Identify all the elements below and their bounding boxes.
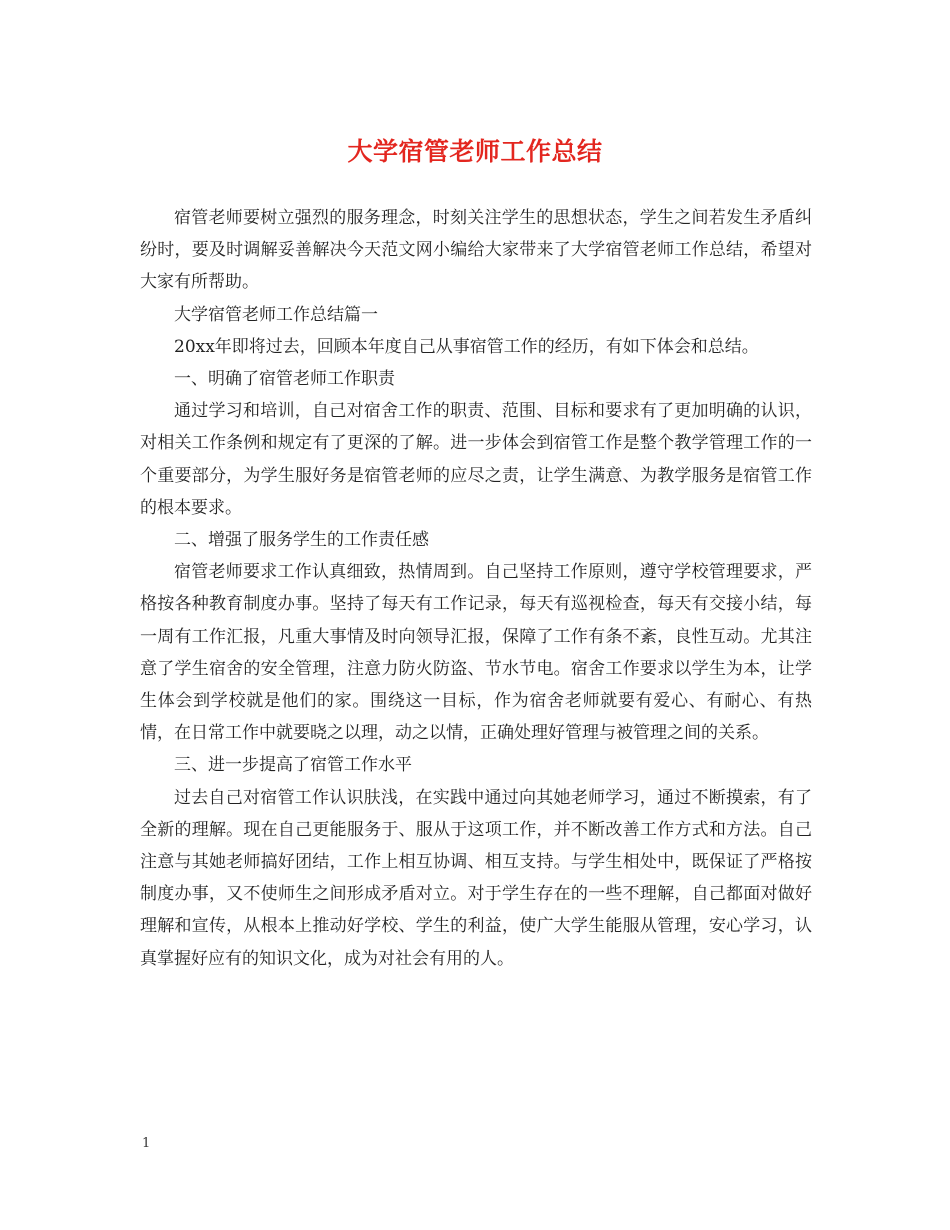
paragraph: 宿管老师要求工作认真细致，热情周到。自己坚持工作原则，遵守学校管理要求，严格按各种教育制度办事。坚持了每天有工作记录，每天有巡视检查，每天有交接小结，每一周有工作汇报，凡重大事情及时向领导汇报，保障了工作有条不紊，良性互动。尤其注意了学生宿舍的安全管理，注意力防火防盗、节水节电。宿舍工作要求以学生为本，让学生体会到学校就是他们的家。围绕这一目标，作为宿舍老师就要有爱心、有耐心、有热情，在日常工作中就要晓之以理，动之以情，正确处理好管理与被管理之间的关系。 <box>140 562 812 744</box>
paragraph: 20xx年即将过去，回顾本年度自己从事宿管工作的经历，有如下体会和总结。 <box>174 336 759 357</box>
section-heading: 一、明确了宿管老师工作职责 <box>174 369 395 390</box>
document-title: 大学宿管老师工作总结 <box>347 137 603 166</box>
section-heading: 二、增强了服务学生的工作责任感 <box>174 530 429 551</box>
document-body <box>140 202 812 975</box>
paragraph: 过去自己对宿管工作认识肤浅，在实践中通过向其她老师学习，通过不断摸索，有了全新的理解。现在自己更能服务于、服从于这项工作，并不断改善工作方式和方法。自己注意与其她老师搞好团结，工作上相互协调、相互支持。与学生相处中，既保证了严格按制度办事，又不使师生之间形成矛盾对立。对于学生存在的一些不理解，自己都面对做好理解和宣传，从根本上推动好学校、学生的利益，使广大学生能服从管理，安心学习，认真掌握好应有的知识文化，成为对社会有用的人。 <box>140 787 812 969</box>
section-heading: 三、进一步提高了宿管工作水平 <box>174 755 412 776</box>
section-heading: 大学宿管老师工作总结篇一 <box>174 304 378 325</box>
page-number: 1 <box>142 1136 151 1151</box>
paragraph: 通过学习和培训，自己对宿舍工作的职责、范围、目标和要求有了更加明确的认识，对相关工作条例和规定有了更深的了解。进一步体会到宿管工作是整个教学管理工作的一个重要部分，为学生服好务是宿管老师的应尽之责，让学生满意、为教学服务是宿管工作的根本要求。 <box>140 401 812 518</box>
intro-paragraph: 宿管老师要树立强烈的服务理念，时刻关注学生的思想状态，学生之间若发生矛盾纠纷时，要及时调解妥善解决今天范文网小编给大家带来了大学宿管老师工作总结，希望对大家有所帮助。 <box>140 208 812 293</box>
